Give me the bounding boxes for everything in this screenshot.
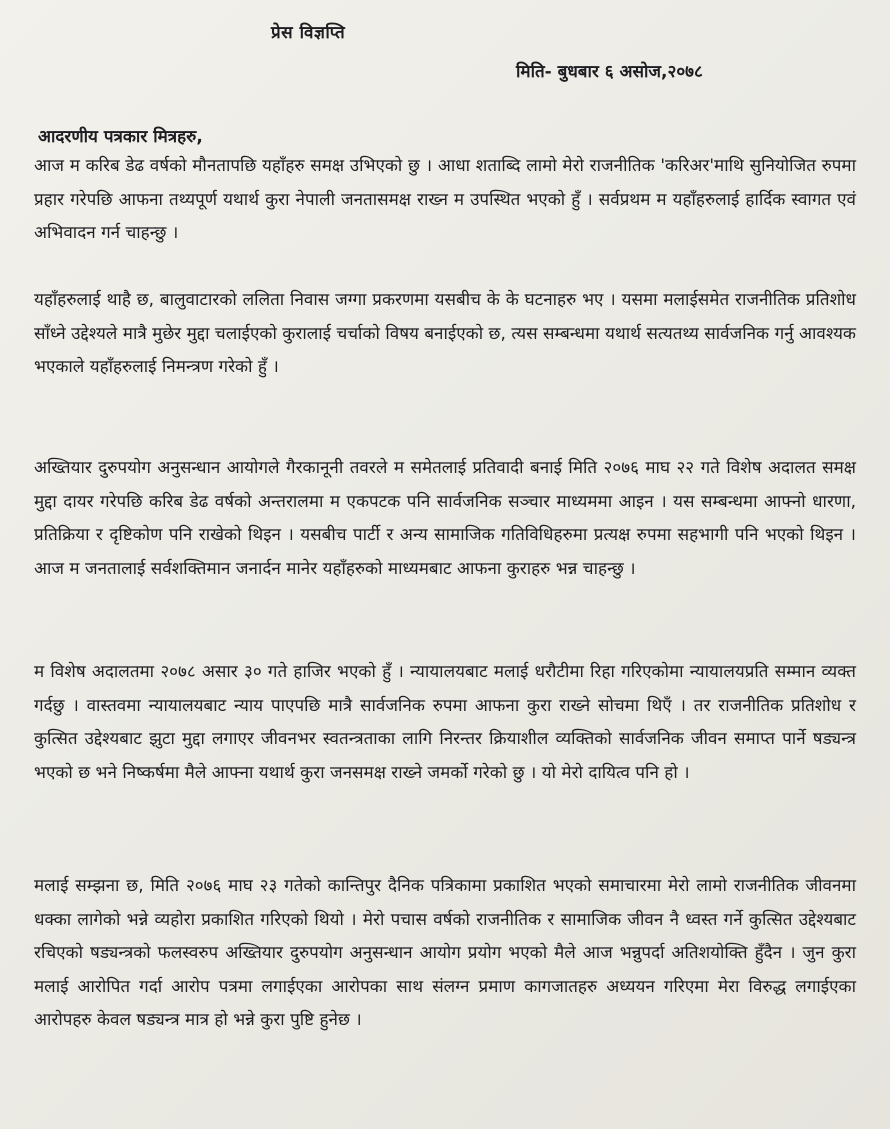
document-date: मिति- बुधबार ६ असोज,२०७८ [516, 62, 703, 82]
salutation: आदरणीय पत्रकार मित्रहरु, [38, 127, 203, 147]
paragraph-1: आज म करिब डेढ वर्षको मौनतापछि यहाँहरु समक्ष उभिएको छु । आधा शताब्दि लामो मेरो राजनीतिक 'करिअर'माथि सुनियोजित रुपमा प्रहार गरेपछि आफना तथ्यपूर्ण यथार्थ कुरा नेपाली जनतासमक्ष राख्न म उपस्थित भएको हुँ । सर्वप्रथम म यहाँहरुलाई हार्दिक स्वागत एवं अभिवादन गर्न चाहन्छु । [34, 156, 856, 243]
paragraph-3: अख्तियार दुरुपयोग अनुसन्धान आयोगले गैरकानूनी तवरले म समेतलाई प्रतिवादी बनाई मिति २०७६ माघ २२ गते विशेष अदालत समक्ष मुद्दा दायर गरेपछि करिब डेढ वर्षको अन्तरालमा म एकपटक पनि सार्वजनिक सञ्चार माध्यममा आइन । यस सम्बन्धमा आफ्नो धारणा, प्रतिक्रिया र दृष्टिकोण पनि राखेको थिइन । यसबीच पार्टी र अन्य सामाजिक गतिविधिहरुमा प्रत्यक्ष रुपमा सहभागी पनि भएको थिइन । आज म जनतालाई सर्वशक्तिमान जनार्दन मानेर यहाँहरुको माध्यमबाट आफना कुराहरु भन्न चाहन्छु । [34, 458, 856, 579]
paragraph-2: यहाँहरुलाई थाहै छ, बालुवाटारको ललिता निवास जग्गा प्रकरणमा यसबीच के के घटनाहरु भए । यसमा मलाईसमेत राजनीतिक प्रतिशोध साँध्ने उद्देश्यले मात्रै मुछेर मुद्दा चलाईएको कुरालाई चर्चाको विषय बनाईएको छ, त्यस सम्बन्धमा यथार्थ सत्यतथ्य सार्वजनिक गर्नु आवश्यक भएकाले यहाँहरुलाई निमन्त्रण गरेको हुँ । [34, 290, 856, 377]
document-title: प्रेस विज्ञप्ति [271, 23, 346, 43]
paragraph-4: म विशेष अदालतमा २०७८ असार ३० गते हाजिर भएको हुँ । न्यायालयबाट मलाई धरौटीमा रिहा गरिएकोमा न्यायालयप्रति सम्मान व्यक्त गर्दछु । वास्तवमा न्यायालयबाट न्याय पाएपछि मात्रै सार्वजनिक रुपमा आफना कुरा राख्ने सोचमा थिएँ । तर राजनीतिक प्रतिशोध र कुत्सित उद्देश्यबाट झुटा मुद्दा लगाएर जीवनभर स्वतन्त्रताका लागि निरन्तर क्रियाशील व्यक्तिको सार्वजनिक जीवन समाप्त पार्ने षड्यन्त्र भएको छ भने निष्कर्षमा मैले आफ्ना यथार्थ कुरा जनसमक्ष राख्ने जमर्को गरेको छु । यो मेरो दायित्व पनि हो । [34, 662, 856, 783]
paragraph-5: मलाई सम्झना छ, मिति २०७६ माघ २३ गतेको कान्तिपुर दैनिक पत्रिकामा प्रकाशित भएको समाचारमा मेरो लामो राजनीतिक जीवनमा धक्का लागेको भन्ने व्यहोरा प्रकाशित गरिएको थियो । मेरो पचास वर्षको राजनीतिक र सामाजिक जीवन नै ध्वस्त गर्ने कुत्सित उद्देश्यबाट रचिएको षड्यन्त्रको फलस्वरुप अख्तियार दुरुपयोग अनुसन्धान आयोग प्रयोग भएको मैले आज भन्नुपर्दा अतिशयोक्ति हुँदैन । जुन कुरा मलाई आरोपित गर्दा आरोप पत्रमा लगाईएका आरोपका साथ संलग्न प्रमाण कागजातहरु अध्ययन गरिएमा मेरा विरुद्ध लगाईएका आरोपहरु केवल षड्यन्त्र मात्र हो भन्ने कुरा पुष्टि हुनेछ । [34, 876, 856, 1030]
